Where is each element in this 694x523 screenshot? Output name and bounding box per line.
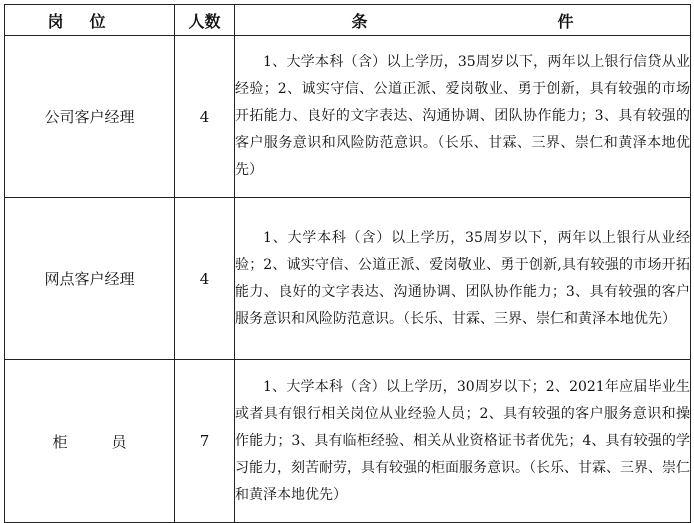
conditions-cell xyxy=(235,36,691,198)
table-row xyxy=(5,360,691,523)
post-name: 公司客户经理 xyxy=(5,36,175,198)
table-row xyxy=(5,198,691,360)
table-row xyxy=(5,36,691,198)
conditions-cell xyxy=(235,360,691,523)
conditions-text: 1、大学本科（含）以上学历，35周岁以下，两年以上银行信贷从业经验；2、诚实守信、公道正派、爱岗敬业、勇于创新，具有较强的市场开拓能力、良好的文字表达、沟通协调、团队协作能力；3、具有较强的客户服务意识和风险防范意识。（长乐、甘霖、三界、崇仁和黄泽本地优先） xyxy=(235,54,690,178)
header-conditions xyxy=(235,5,691,36)
header-count: 人数 xyxy=(175,5,235,36)
headcount: 4 xyxy=(175,198,235,360)
header-post: 岗位 xyxy=(5,5,175,36)
conditions-text: 1、大学本科（含）以上学历，30周岁以下；2、2021年应届毕业生或者具有银行相关岗位从业经验人员；2、具有较强的客户服务意识和操作能力；3、具有临柜经验、相关从业资格证书者优先；4、具有较强的学习能力，刻苦耐劳，具有较强的柜面服务意识。（长乐、甘霖、三界、崇仁和黄泽本地优先） xyxy=(235,378,690,503)
post-name-part: 员 xyxy=(111,432,127,451)
headcount: 4 xyxy=(175,36,235,198)
recruitment-table xyxy=(4,4,691,523)
headcount: 7 xyxy=(175,360,235,523)
conditions-text: 1、大学本科（含）以上学历，35周岁以下，两年以上银行从业经验；2、诚实守信、公道正派、爱岗敬业、勇于创新,具有较强的市场开拓能力、良好的文字表达、沟通协调、团队协作能力；3、具有较强的客户服务意识和风险防范意识。（长乐、甘霖、三界、崇仁和黄泽本地优先） xyxy=(235,229,690,327)
post-name xyxy=(5,360,175,523)
post-name: 网点客户经理 xyxy=(5,198,175,360)
post-name-part: 柜 xyxy=(52,432,68,451)
header-row xyxy=(5,5,691,36)
header-cond-right: 件 xyxy=(557,11,574,31)
conditions-cell xyxy=(235,198,691,360)
header-cond-left: 条 xyxy=(351,11,368,31)
